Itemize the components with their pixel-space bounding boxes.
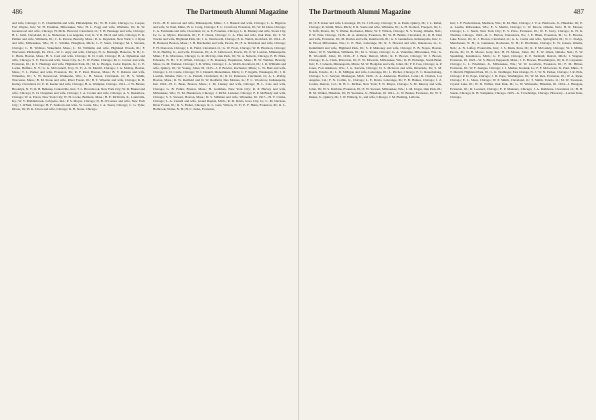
text-column-1 [309, 21, 442, 99]
page-header [12, 8, 288, 16]
body-text: Ind.; J. F. Frederickson, Madison, Wis.; R. M. Hart, Chicago; J. V. A. Hasbrook, Jr., Hinsdale, Ill.; E. A. Leedle, Milwaukee, Wis.; E. S. Martin, Chicago; C. W. Moore, Omaha, Neb.; H. R. Mosser, Chicago; L. J. Nardi, New York City; E. S. Price, Evanston, Ill.; W. E. Terry, Chicago; K. H. K. Thomas, Chicago. 1922—R. C. Barton, Uniontown, Pa.; J. E. Blunt, Evanston, Ill.; G. E. Brooks, Lake Forest, Ill.; R. J. Brown, Cleveland, O.; A. G. Curtis and wife, Springfield, Ill.; N. C. Dodge, Manchester, N. H.; A. Gunnison, Rochester, N. H.; E. Hochlden, Chicago; E. W. Jensen, Omaha, Neb.; A. N. Laffey, Evansville, Ind.; J. S. Main, Peru, Ill.; R. P. McCaskly, Chicago; W. I. Miller, Peoria, Ill.; D. B. Moore, Gary, Ind.; H. H. Moses, Joliet, Ill.; E. W. Olsen, Omaha, Neb.; E. W. Spaulding, Kalamazoo, Mich.; G. F. Spiel, Chicago; R. P. Turnbull, Detroit, Mich.; I. Wagner, Evanston, Ill. 1923—W. S. Blood, Pepperell, Mass.; J. E. Bowen, Bloomington, Ill.; R. P. Carpenter, Chicago; L. L. Friedman, Jr., Milwaukee, Wis.; W. W. Goodwin, Evanston, Ill.; F. M. Hilton, Evanston, Ill.; W. F. Jaenges, Chicago; J. I. Mather, Keokuk, Ia.; F. F. McGowan, St. Paul, Minn.; T. T. Merrill, Highland Park, Ill.; L. K. Nedlinger, East Orange, N. J.; W. N. Parker, Chicago; J. R. Pick, Chicago; P. D. Pope, Chicago; J. D. Pope, Washington, Ill.; W. M. Rex, Evanston, Ill.; W. A. Ryan, Chicago; E. L. Shaw, Chicago; W. P. Smith, Cleveland, O.; T. Smith, Toledo, O.; M. W. Swenson, Crystal Lake, Ill.; W. D. Wilbur, Oak Park, Ill.; G. W. Whiteside, Hinsdale, Ill. 1924—J. Hungate, Evanston, Ill.; D. Leonard, Chicago; E. P. Manners, Chicago; J. A. Rathbone, Cleveland, O.; H. B. Steele, Chicago; R. H. Tompkins, Chicago. 1925—G. Trowbridge, Chicago. Honorary—Lucius Teter, Chicago. [450, 21, 583, 99]
text-column-2 [153, 21, 286, 111]
text-column-1 [12, 21, 145, 111]
page-header [309, 8, 584, 16]
text-column-2 [450, 21, 583, 99]
right-page [298, 0, 596, 420]
page-number: 486 [12, 8, 23, 16]
body-text: Ill.; P. E. Kiser and wife, LaGrange, Ill.; D. J. O'Leary, Chicago; N. A. Pauls, Quincy, Ill.; J. L. Rabel, Chicago; R. Smith, Niles, Mich.; P. R. Soule and wife, Wilmette, Ill.; A. H. Stomrof, Freeport, Ill.; L. V. Tefft, Peoria, Ill.; V. Walter, Rochester, Minn.; W. T. Wilson, Chicago; N. S. Young, Omaha, Neb.; P. W. Trier, Chicago. 1918—R. A. Alabron, Evanston, Ill.; W. H. Bemis, Cleveland, O.; R. B. Dart and wife, Evanston, Ill.; M. Davies and wife, Kenilworth, Ill.; A. S. Gunnufson, Indianapolis, Ind.; C. R. Hood, Milwaukee, Wis.; C. E. Hort, LaGrange, Ill.; R. S. Howard and wife, Oskaloosa, Ia.; C. Kemmlield and wife, Highland Park, Ill.; S. P. Mahoney and wife, Chicago; E. B. Noyes, Boston, Mass.; W. E. Shellman, Wilmette, Ill.; M. L. Straus, Chicago; G. A. Valentine, Milwaukee, Wis.; G. H. Woodruff, Joliet, Ill. 1919—F. J. Bear, Detroit, Mich.; R. E. Brown, Chicago; W. J. Brown, Chicago; R. A. Clark, Princeton, Ill.; E. W. Edwards, Milwaukee, Wis.; D. H. Eldredge, South Bend, Ind.; E. J. Glueck, Minneapolis, Minn.; M. W. Hodgdon and wife, Joliet, Ill.; F. P. Ives, Chicago; A. P. Jones, Fort Atkinson, Wis.; J. G. Kerwin, Chicago; D. S. McGraw and wife, Riverside, Ill.; S. M. Rands, Toledo, O.; L. D. Milligan and wife, LaGrange, Ill.; L. Pitcher, Chicago; E. C. Rauschaburg, Chicago; S. C. Sawyer, Muskegon, Mich. 1920—S. A. Anderson, Hartford, Conn.; R. Charles, Los Angeles, Cal.; F. N. Corbin, Jr., Chicago; L. E. Davis, LaGrange, Ill.; F. B. Haines, Chicago; J. Z. Jordan, Denver, Col.; D. H. C. McRae, New York; F. N. Mayer, Chicago; S. M. Murray and wife, Joliet, Ill.; W. S. Robbins, Evanston, Ill.; E. W. Stewart, Milwaukee, Wis.; L. M. Ungar, Oak Park, Ill.; H. M. Walker, Hinsdale, Ill.; H. Yeomans, Jr., Hinsdale, Ill. 1921—C. W. Barker, Evanston, Ill.; W. T. Dukes, Jr., Quincy, Ill.; J. W. Emberg, Jr., and wife, Chicago; J. M. Fleming, LaPorte, [309, 21, 442, 99]
text-columns [12, 21, 288, 111]
page-number: 487 [573, 8, 584, 16]
running-title: The Dartmouth Alumni Magazine [186, 8, 288, 16]
body-text: and wife, Chicago; C. E. Chamberlin and wife, Philadelphia, Pa.; W. H. Cobb, Chicago; G. Cooper, Fort Wayne, Ind.; W. H. Eastman, Milwaukee, Wis.; H. L. Fogg and wife, Wilmette, Ill.; D. W. Greenwood and wife, Chicago; H. McK. Howard, Cleveland, O.; T. H. Hennage and wife, Chicago; H. L. Judd, Cleveland, O.; A. Nickerson, Los Angeles, Cal.; K. V. R. Nicol and wife, Chicago; E. R. Palmer and wife, Wilmette, Ill.; C. K. Pevear, Beverly, Mass.; R. G. Reynolds, New York; J. J. Ryan and wife, Milwaukee, Wis.; H. C. Schalks, Houghton, Mich.; L. F. Stern, Chicago; M. I. Stevens, Chicago; L. B. Wallace, Wakefield, Mass.; L. M. Williams and wife, Highland Woods, Ill.; F. Worcester, Pittsburgh, Pa. 1911—W. C. Agry and wife, Chicago; N. G. Burleigh, Hanover, N. H.; C. C. Butts, Boston, Mass.; H. S. Card and wife, Chicago; D. D. Craft, Chicago; H. A. Dykeman and wife, Chicago; S. E. Eaton and wife, Sioux City, Ia.; E. W. Fuller, Chicago; M. C. Grover and wife, Evanston, Ill.; R. T. Hastings and wife, Highland Park, Ill.; M. G. Hodges, Cedar Rapids, Ia.; C. E. Locke, Buffalo, N. Y.; G. G. McConnell, Troy, N. Y.; A. D. Merrill, Chicago; J. A. Mollay, Boston, Mass.; T. L. Parker and wife, Evanston, Ill.; R. F. Paul, Boston, Mass.; B. V. Ralston and wife, Winnetka, Ill.; S. W. Rosewood, Waukesha, Wis.; L. H. Sisson, Cincinnati, O.; H. S. Smith, Worcester, Mass.; B. M. Stone and wife, River Forest, Ill.; B. T. Wheeler and wife, Chicago; R. B. Kerley, Cleveland, O.; E. R. Keeler and wife, Chicago; H. A. Wampler, Chicago. 1912—J. W. Baxter, Brooklyn, N. Y.; R. B. Belknap, Centerville, Ind.; T. L. Bracebrook, New York City; W. D. Brunel and wife, Chicago; E. D. Chapman and wife, Chicago; J. A. Cronin and wife, Chicago; A. S. Densmore, Chicago; W. A. Eaton, New York City; W. H. Locke, Belmont, Mass.; H. E. McIlvain, Jr., Louisville, Ky.; W. V. Middlebrook, Lafayette, Ind.; P. S. Moyer, Chicago; D. B. O'Connor and wife, New York City; J. O'Neil, Chicago; H. F. Sanborn and wife, St. Louis, Mo.; J. A. Steen, Chicago; C. G. Tyler, Dixon, Ill.; H. K. Urion and wife, Chicago; R. H. Stone, Chicago. [12, 21, 145, 111]
text-columns [309, 21, 584, 99]
running-title: The Dartmouth Alumni Magazine [309, 8, 411, 16]
body-text: 1913—H. E. Atwood and wife, Minneapolis, Minn.; J. J. Barnett and wife, Chicago; L. G. Bigelow and wife, St. Paul, Minn.; B. G. Craig, Chicago; E. C. Crawford, Evanston, Ill.; W. M. Dent, Chicago; C. A. Fairbanks and wife, Cleveland, O.; A. E. Foreman, Chicago; L. R. Manley and wife, Sioux City, Ia.; G. A. Myers, Riverside, Ill.; F. F. Owen, Chicago; C. A. Pfau and wife, Oak Park, Ill.; T. W. Towler and wife, Highland Park, Ill.; J. G. Wentworth, Chicago; E. K. Welch, Rockford, Ill. 1914—E. H. Barnard, Boston, Mass.; J. H. Batchelder and wife, Peoria, Ill.; F. A. Davidson and wife, Chicago; F. H. Donovan, Chicago; J. R. Field, Cleveland, O.; G. W. Frost, Chicago; W. B. Harrison, Chicago; W. R. Herlihy, Jr., and wife, Evanston, Ill.; A. P. Littlewood, Peoria, Ill.; P. W. London, Minneapolis, Minn.; F. K. Marcussa, Chicago; G. R. McClay, Oak Park, Ill.; W. A. Nebeck, Chicago; E. H. Niles, Edwards, N. H.; T. P. O'Neil, Chicago; J. B. Rounsey, Hopkinton, Mass.; H. W. Webber, Beverly, Mass.; G. M. Webster, Chicago; I. D. White, Chicago; C. A. Welch, Rockford, Ill.; J. R. Williams and wife, Quincy, Ill.; W. Young, Joliet, Ill. 1915—J. P. Bowler, Rochester, Minn.; L. W. Burt and wife, Chicago; L. D. Castle, Chicago; W. I. Daniell, Menominee, Mich.; C. F. Ingalls, Waukegan, Ill.; J. D. Loomis, Omaha, Neb.; C. A. Parnell, Cincinnati, O.; R. D. Patterson, Cincinnati, O.; A. L. Priddy, Boston, Mass.; R. W. Redfield and D. W. Redfield, Des Moines, Ia.; F. C. Woodrow, Indianapolis, Ind. 1916—H. C. Bean, Boston, Mass.; J. M. Cheney and wife, Chicago; H. L. Cole and wife, Chicago; G. B. Fuller, Boston, Mass.; H. Goldman, New York City; R. P. Harvey and wife, Milwaukee, Wis.; N. M. Henderson, Chicago; J. McM. Lariener, Chicago; F. P. McBrady and wife, Chicago; S. S. Stewart, Boston, Mass.; D. S. Stillman and wife, Winnetka, Ill. 1917—H. V. Clarke, Chicago; L. A. Carnell and wife, Grand Rapids, Mich.; R. D. Davis, Iowa City, Ia.; C. M. Davison, River Forest, Ill.; R. S. Fisher, Chicago; R. L. Gale, Wilson, N. Y.; E. F. Hahn, Evanston, Ill.; R. L. Holbrook, Nome, N. H.; H. C. Jacks, Evanston, [153, 21, 286, 111]
